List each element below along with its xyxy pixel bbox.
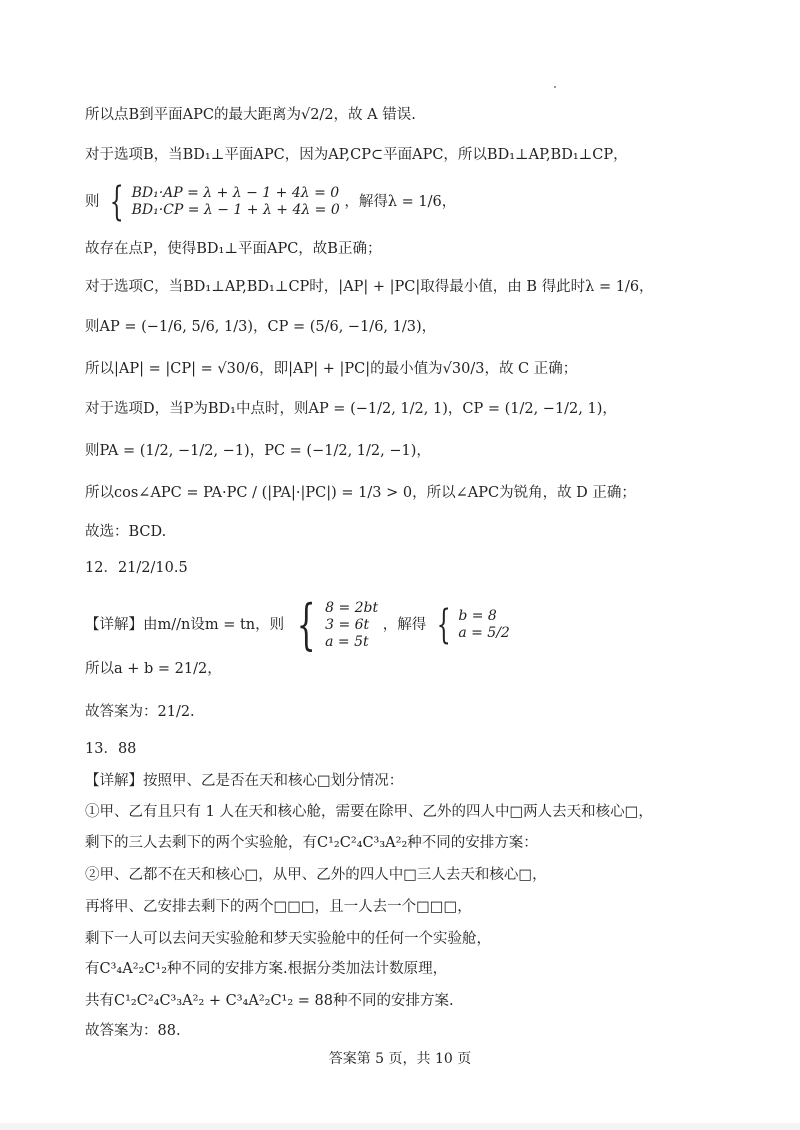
line-2: 对于选项B，当BD₁⊥平面APC，因为AP,CP⊂平面APC，所以BD₁⊥AP,BD₁⊥CP， — [85, 147, 628, 163]
line-25: 故答案为：88. — [85, 1023, 181, 1039]
line-17: 【详解】按照甲、乙是否在天和核心□划分情况： — [85, 773, 404, 789]
system-row: a = 5t — [325, 633, 369, 650]
equation-system-2: 【详解】由m//n设m = tn，则 { 8 = 2bt 3 = 6t a = 5t ，解得 { b = 8 a = 5/2 — [85, 593, 510, 656]
answer-12-label: 12．21/2/10.5 — [85, 560, 188, 576]
system-row: BD₁·CP = λ − 1 + λ + 4λ = 0 — [131, 202, 340, 218]
line-6: 则AP = (−1/6, 5/6, 1/3)，CP = (5/6, −1/6, 1/3)， — [85, 319, 437, 335]
line-1: 所以点B到平面APC的最大距离为√2/2，故 A 错误. — [85, 107, 416, 123]
answer-13-label: 13．88 — [85, 741, 137, 757]
line-8: 对于选项D，当P为BD₁中点时，则AP = (−1/2, 1/2, 1)，CP = (1/2, −1/2, 1)， — [85, 401, 617, 417]
solve-text-2: ，解得 — [382, 617, 427, 633]
detail-text: 【详解】由m//n设m = tn，则 — [85, 617, 285, 633]
line-7: 所以|AP| = |CP| = √30/6，即|AP| + |PC|的最小值为√30/3，故 C 正确； — [85, 361, 578, 377]
system-row: b = 8 — [458, 608, 497, 624]
system-row: 8 = 2bt — [325, 599, 379, 616]
line-15: 故答案为：21/2. — [85, 704, 195, 720]
line-23: 有C³₄A²₂C¹₂种不同的安排方案.根据分类加法计数原理， — [85, 961, 448, 977]
line-14: 所以a + b = 21/2， — [85, 661, 222, 677]
line-4: 故存在点P，使得BD₁⊥平面APC，故B正确； — [85, 241, 382, 257]
system-row: a = 5/2 — [458, 625, 510, 641]
scan-edge — [0, 1123, 800, 1130]
equation-system-1: 则 { BD₁·AP = λ + λ − 1 + 4λ = 0 BD₁·CP = λ − 1 + λ + 4λ = 0 ，解得λ = 1/6， — [85, 179, 457, 225]
page-footer: 答案第 5 页，共 10 页 — [328, 1051, 472, 1067]
line-19: 剩下的三人去剩下的两个实验舱，有C¹₂C²₄C³₃A²₂种不同的安排方案： — [85, 835, 538, 851]
line-10: 所以cos∠APC = PA·PC / (|PA|·|PC|) = 1/3 > 0，所以∠APC为锐角，故 D 正确； — [85, 485, 636, 501]
line-22: 剩下一人可以去问天实验舱和梦天实验舱中的任何一个实验舱， — [85, 931, 491, 947]
system-row: BD₁·AP = λ + λ − 1 + 4λ = 0 — [131, 185, 340, 201]
line-20: ②甲、乙都不在天和核心□，从甲、乙外的四人中□三人去天和核心□， — [85, 867, 547, 883]
line-18: ①甲、乙有且只有 1 人在天和核心舱，需要在除甲、乙外的四人中□两人去天和核心□， — [85, 804, 653, 820]
line-5: 对于选项C，当BD₁⊥AP,BD₁⊥CP时，|AP| + |PC|取得最小值，由 B 得此时λ = 1/6， — [85, 279, 654, 295]
scan-dot — [554, 86, 556, 88]
line-9: 则PA = (1/2, −1/2, −1)，PC = (−1/2, 1/2, −1)， — [85, 443, 431, 459]
line-11: 故选：BCD. — [85, 524, 167, 540]
line-21: 再将甲、乙安排去剩下的两个□□□，且一人去一个□□□， — [85, 899, 472, 915]
system-row: 3 = 6t — [325, 616, 370, 633]
line-24: 共有C¹₂C²₄C³₃A²₂ + C³₄A²₂C¹₂ = 88种不同的安排方案. — [85, 993, 454, 1009]
solve-text: ，解得λ = 1/6， — [344, 194, 457, 210]
